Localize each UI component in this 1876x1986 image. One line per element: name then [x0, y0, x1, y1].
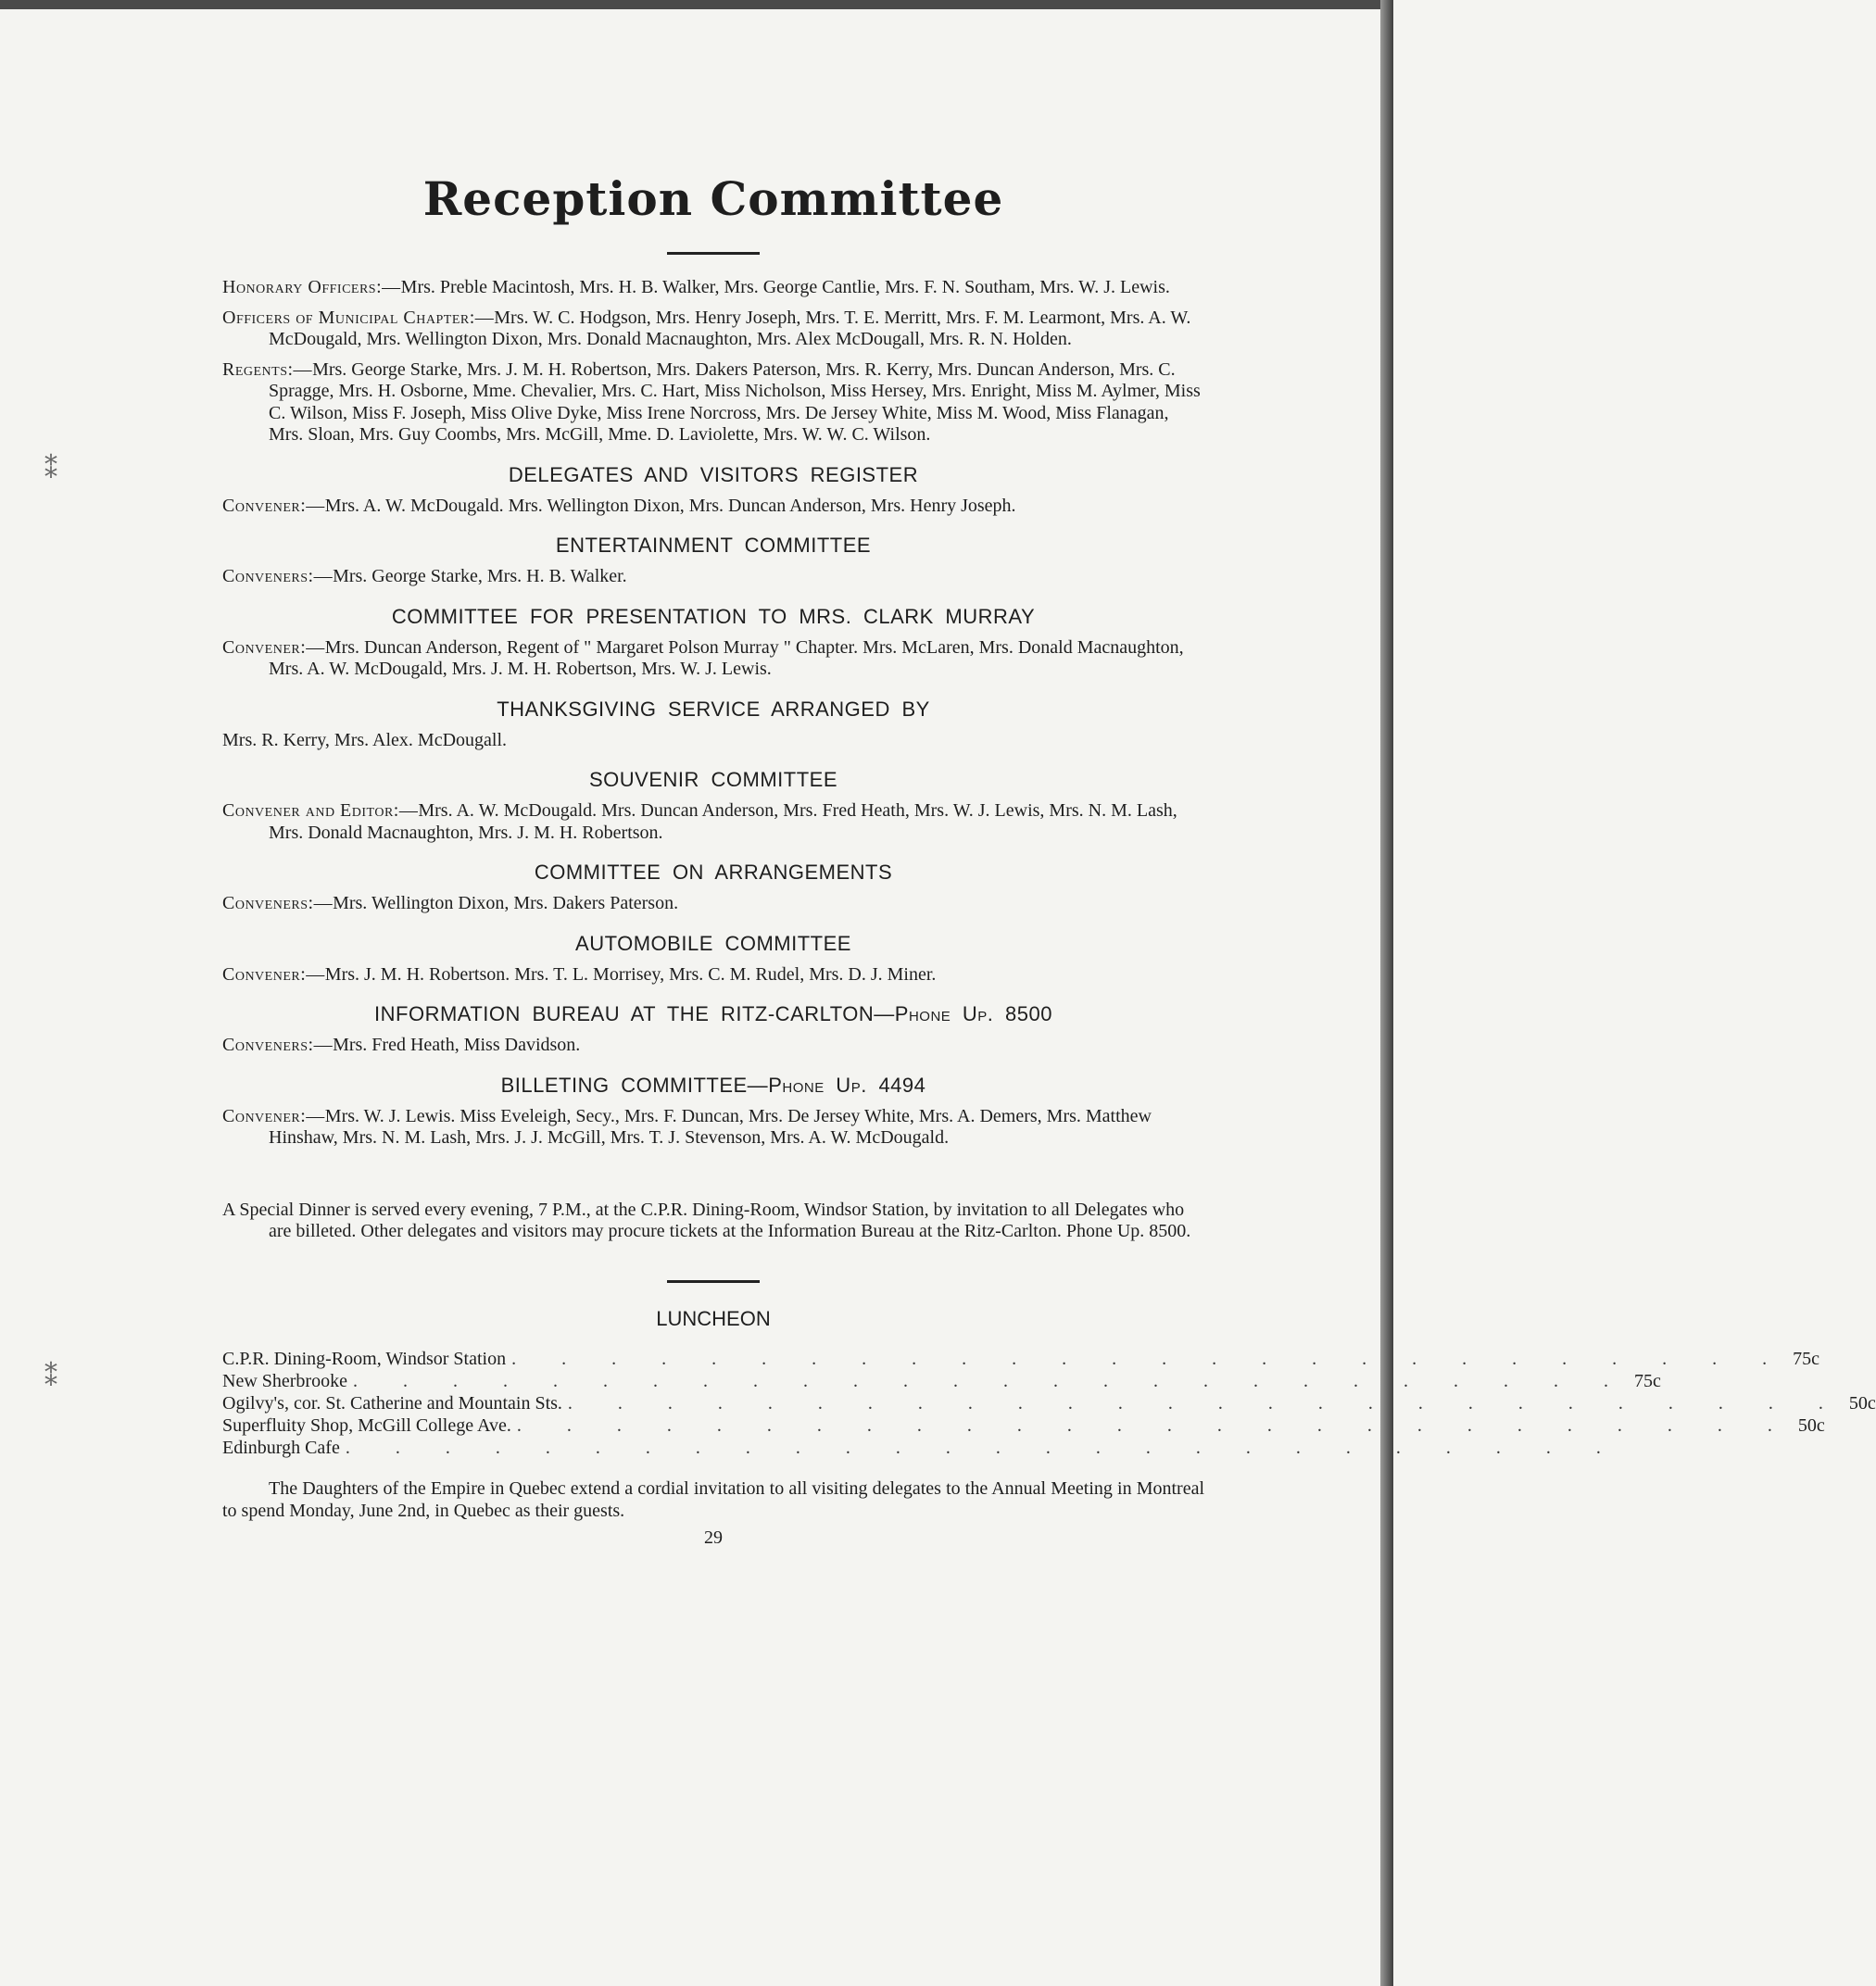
committee-sections — [222, 277, 1204, 1150]
luncheon-price: 75c — [1633, 1370, 1661, 1391]
margin-mark: ⁑ — [44, 1362, 57, 1392]
committee-names: Mrs. J. M. H. Robertson. Mrs. T. L. Morrisey, Mrs. C. M. Rudel, Mrs. D. J. Miner. — [324, 963, 937, 985]
closing-invitation: The Daughters of the Empire in Quebec extend a cordial invitation to all visiting delegates to the Annual Meeting in Montreal to spend Monday, June 2nd, in Quebec as their guests. — [222, 1477, 1204, 1521]
committee-role-label: Convener:— — [222, 1105, 325, 1126]
committee-role-label: Honorary Officers:— — [222, 277, 401, 297]
dot-leader: . . . . . . . . . . . . . . . . . . . . . . . . . . — [516, 1414, 1793, 1436]
committee-heading-text: THANKSGIVING SERVICE ARRANGED BY — [497, 697, 930, 721]
committee-members — [222, 277, 1204, 299]
committee-heading-text: ENTERTAINMENT COMMITTEE — [555, 534, 872, 557]
committee-names: Mrs. A. W. McDougald. Mrs. Wellington Dixon, Mrs. Duncan Anderson, Mrs. Henry Joseph. — [324, 495, 1016, 516]
committee-heading-text: INFORMATION BUREAU AT THE RITZ-CARLTON— — [374, 1002, 895, 1025]
committee-heading-text: BILLETING COMMITTEE— — [500, 1073, 769, 1097]
committee-members — [222, 964, 1204, 987]
committee-heading-phone-number: 8500 — [993, 1002, 1052, 1025]
committee-role-label: Convener:— — [222, 963, 325, 985]
committee-role-label: Convener:— — [222, 495, 325, 516]
dot-leader: . . . . . . . . . . . . . . . . . . . . . . . . . . — [345, 1437, 1621, 1458]
committee-names: Mrs. George Starke, Mrs. J. M. H. Robertson, Mrs. Dakers Paterson, Mrs. R. Kerry, Mrs. Duncan Anderson, Mrs. C. Spragge, Mrs. H. Osborne, Mme. Chevalier, Mrs. C. Hart, Miss Nicholson, Miss Hersey, Mrs. Enright, Miss M. Aylmer, Miss C. Wilson, Miss F. Joseph, Miss Olive Dyke, Miss Irene Norcross, Mrs. De Jersey White, Miss M. Wood, Miss Flanagan, Mrs. Sloan, Mrs. Guy Coombs, Mrs. McGill, Mme. D. Laviolette, Mrs. W. W. C. Wilson. — [269, 358, 1201, 445]
committee-heading-phone-number: 4494 — [866, 1073, 926, 1097]
committee-heading — [222, 698, 1204, 722]
page-title: Reception Committee — [422, 171, 1004, 226]
committee-members — [222, 1106, 1204, 1150]
committee-names: Mrs. R. Kerry, Mrs. Alex. McDougall. — [222, 729, 508, 750]
title-rule — [667, 252, 760, 255]
committee-heading-text: COMMITTEE FOR PRESENTATION TO MRS. CLARK MURRAY — [391, 604, 1036, 628]
committee-members — [222, 496, 1204, 518]
dot-leader: . . . . . . . . . . . . . . . . . . . . . . . . . . — [567, 1392, 1844, 1414]
section-rule — [667, 1280, 760, 1283]
committee-heading-text: DELEGATES AND VISITORS REGISTER — [508, 462, 919, 486]
committee-heading — [222, 1002, 1204, 1026]
luncheon-place: New Sherbrooke — [222, 1370, 347, 1391]
committee-role-label: Conveners:— — [222, 893, 334, 913]
committee-heading-text: SOUVENIR COMMITTEE — [588, 768, 837, 791]
committee-heading — [222, 534, 1204, 558]
luncheon-place: C.P.R. Dining-Room, Windsor Station — [222, 1348, 507, 1369]
margin-mark: ⁑ — [44, 454, 57, 484]
page-content — [222, 167, 1876, 1549]
luncheon-title: LUNCHEON — [656, 1306, 771, 1330]
committee-members — [222, 637, 1204, 681]
committee-heading-text: COMMITTEE ON ARRANGEMENTS — [534, 861, 893, 884]
committee-heading-text: AUTOMOBILE COMMITTEE — [575, 931, 851, 955]
committee-members — [222, 566, 1204, 588]
committee-heading — [222, 932, 1204, 956]
luncheon-price: 75c — [1793, 1348, 1819, 1369]
scan-top-edge — [0, 0, 1393, 9]
committee-names: Mrs. W. J. Lewis. Miss Eveleigh, Secy., Mrs. F. Duncan, Mrs. De Jersey White, Mrs. A. Demers, Mrs. Matthew Hinshaw, Mrs. N. M. Lash, Mrs. J. J. McGill, Mrs. T. J. Stevenson, Mrs. A. W. McDougald. — [269, 1105, 1152, 1148]
committee-role-label: Regents:— — [222, 358, 313, 380]
committee-heading — [222, 463, 1204, 487]
committee-members — [222, 308, 1204, 351]
committee-role-label: Convener:— — [222, 636, 325, 658]
committee-heading — [222, 861, 1204, 885]
luncheon-place: Ogilvy's, cor. St. Catherine and Mountain Sts. — [222, 1392, 562, 1414]
dot-leader: . . . . . . . . . . . . . . . . . . . . . . . . . . — [511, 1348, 1788, 1369]
committee-heading — [222, 768, 1204, 792]
committee-role-label: Conveners:— — [222, 566, 334, 586]
committee-names: Mrs. Wellington Dixon, Mrs. Dakers Paterson. — [333, 893, 679, 913]
committee-names: Mrs. A. W. McDougald. Mrs. Duncan Anderson, Mrs. Fred Heath, Mrs. W. J. Lewis, Mrs. N. M. Lash, Mrs. Donald Macnaughton, Mrs. J. M. H. Robertson. — [269, 800, 1177, 843]
committee-names: Mrs. Preble Macintosh, Mrs. H. B. Walker, Mrs. George Cantlie, Mrs. F. N. Southam, Mrs. W. J. Lewis. — [400, 277, 1170, 297]
page-number: 29 — [704, 1527, 723, 1548]
committee-heading-phone-label: Phone Up. — [768, 1073, 867, 1097]
committee-members — [222, 893, 1204, 915]
dinner-note: A Special Dinner is served every evening, 7 P.M., at the C.P.R. Dining-Room, Windsor Station, by invitation to all Delegates who are billeted. Other delegates and visitors may procure tickets at the Information Bureau at the Ritz-Carlton. Phone Up. 8500. — [222, 1199, 1191, 1241]
committee-heading-phone-label: Phone Up. — [894, 1002, 994, 1025]
committee-role-label: Convener and Editor:— — [222, 800, 419, 821]
luncheon-place: Superfluity Shop, McGill College Ave. — [222, 1414, 511, 1436]
luncheon-place: Edinburgh Cafe — [222, 1437, 340, 1458]
luncheon-row — [222, 1348, 1819, 1370]
luncheon-row — [222, 1414, 1825, 1437]
scan-right-edge — [1380, 0, 1393, 1986]
luncheon-list — [222, 1348, 1876, 1459]
committee-role-label: Conveners:— — [222, 1035, 334, 1055]
luncheon-row — [222, 1437, 1621, 1459]
luncheon-row — [222, 1392, 1876, 1414]
luncheon-price: 50c — [1797, 1414, 1825, 1436]
committee-names: Mrs. W. C. Hodgson, Mrs. Henry Joseph, Mrs. T. E. Merritt, Mrs. F. M. Learmont, Mrs. A. W. McDougald, Mrs. Wellington Dixon, Mrs. Donald Macnaughton, Mrs. Alex McDougall, Mrs. R. N. Holden. — [269, 307, 1191, 349]
committee-members — [222, 359, 1204, 446]
luncheon-row — [222, 1370, 1661, 1392]
committee-names: Mrs. Duncan Anderson, Regent of " Margaret Polson Murray " Chapter. Mrs. McLaren, Mrs. Donald Macnaughton, Mrs. A. W. McDougald, Mrs. J. M. H. Robertson, Mrs. W. J. Lewis. — [269, 636, 1184, 679]
committee-role-label: Officers of Municipal Chapter:— — [222, 307, 495, 328]
committee-members — [222, 730, 1204, 752]
committee-heading — [222, 1074, 1204, 1098]
committee-heading — [222, 605, 1204, 629]
dot-leader: . . . . . . . . . . . . . . . . . . . . . . . . . . — [352, 1370, 1629, 1391]
committee-members — [222, 800, 1204, 844]
luncheon-price: 50c — [1848, 1392, 1876, 1414]
committee-members — [222, 1035, 1204, 1057]
committee-names: Mrs. Fred Heath, Miss Davidson. — [333, 1035, 581, 1055]
committee-names: Mrs. George Starke, Mrs. H. B. Walker. — [333, 566, 627, 586]
